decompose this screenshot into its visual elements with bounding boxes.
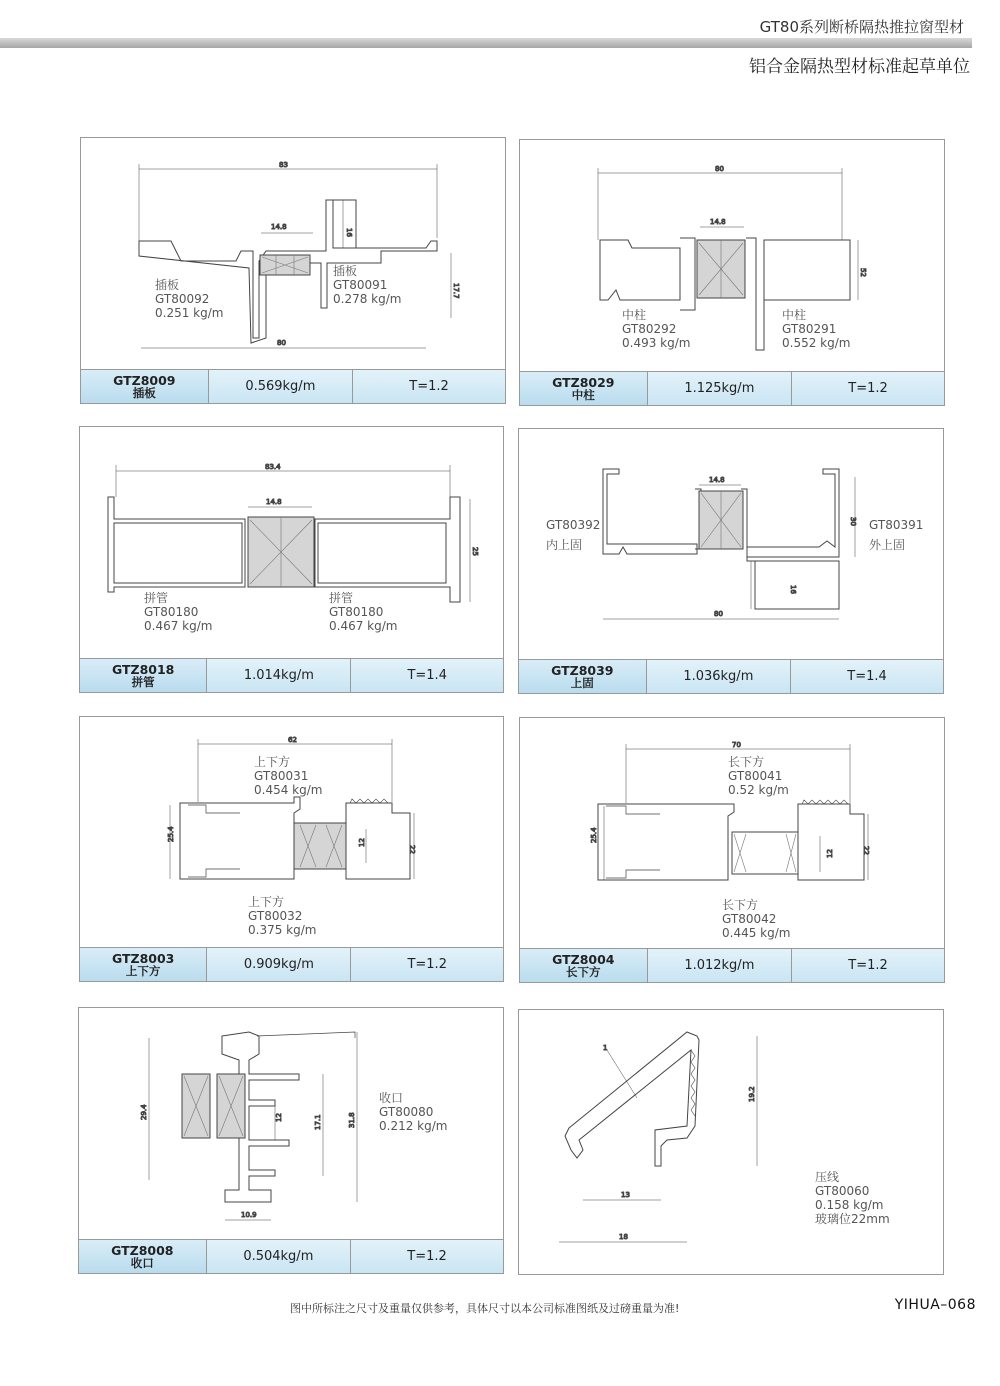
dim-label: 14.8 — [710, 218, 726, 226]
part-weight: 0.493 kg/m — [622, 336, 691, 350]
part-title: 上下方 — [254, 755, 291, 769]
dim-label: 25.4 — [167, 826, 175, 842]
subtitle: 铝合金隔热型材标准起草单位 — [749, 57, 970, 77]
profile-name: 拼管 — [131, 675, 155, 689]
part-weight: 0.467 kg/m — [329, 619, 398, 633]
dim-label: 19.2 — [748, 1086, 756, 1102]
profile-name: 收口 — [130, 1256, 154, 1270]
profile-panel-gtz8008 — [78, 1007, 504, 1274]
spec-row — [520, 371, 944, 405]
profile-code: GTZ8003 — [111, 951, 175, 966]
dim-label: 25 — [471, 547, 479, 556]
profile-weight: 1.014kg/m — [243, 668, 314, 683]
spec-row — [80, 947, 503, 981]
part-number: GT80391 — [869, 518, 924, 532]
profile-weight: 0.504kg/m — [243, 1249, 314, 1264]
part-title: 外上固 — [869, 538, 906, 552]
part-number: GT80180 — [329, 605, 384, 619]
wall-thickness: T=1.2 — [848, 958, 888, 973]
dim-label: 62 — [288, 736, 297, 744]
part-number: GT80180 — [144, 605, 199, 619]
part-title: 压线 — [815, 1170, 840, 1184]
part-weight: 0.251 kg/m — [155, 306, 224, 320]
dim-label: 12 — [275, 1113, 283, 1122]
dim-label: 22 — [862, 846, 870, 855]
spec-row — [520, 948, 944, 982]
profile-drawing — [519, 1010, 943, 1274]
part-title: 收口 — [379, 1091, 404, 1105]
dim-label: 52 — [859, 268, 867, 277]
part-weight: 0.52 kg/m — [728, 783, 789, 797]
profile-name: 上固 — [570, 676, 594, 690]
profile-name: 中柱 — [571, 388, 595, 402]
dim-label: 31.8 — [348, 1112, 356, 1128]
dim-label: 70 — [732, 741, 741, 749]
dim-label: 12 — [358, 838, 366, 847]
spec-row — [80, 658, 503, 692]
part-number: GT80091 — [333, 278, 388, 292]
profile-code: GTZ8029 — [552, 375, 615, 390]
profile-weight: 1.036kg/m — [683, 669, 754, 684]
wall-thickness: T=1.2 — [407, 1249, 447, 1264]
wall-thickness: T=1.4 — [407, 668, 447, 683]
part-number: GT80292 — [622, 322, 677, 336]
part-number: GT80042 — [722, 912, 777, 926]
profile-panel-gtz8039 — [518, 428, 944, 694]
profile-drawing — [520, 140, 944, 372]
profile-name: 插板 — [132, 386, 156, 400]
spec-row — [79, 1239, 503, 1273]
dim-label: 13 — [621, 1191, 630, 1199]
dim-label: 16 — [789, 585, 797, 594]
dim-label: 14.8 — [271, 223, 287, 231]
wall-thickness: T=1.2 — [409, 379, 449, 394]
part-weight: 0.552 kg/m — [782, 336, 851, 350]
dim-label: 80 — [715, 165, 724, 173]
part-number: GT80392 — [546, 518, 601, 532]
wall-thickness: T=1.2 — [407, 957, 447, 972]
part-title: 中柱 — [782, 308, 807, 322]
dim-label: 83 — [279, 161, 288, 169]
part-number: GT80291 — [782, 322, 837, 336]
dim-label: 14.8 — [266, 498, 282, 506]
dim-label: 10.9 — [241, 1211, 257, 1219]
profile-weight: 1.125kg/m — [684, 381, 755, 396]
part-weight: 0.445 kg/m — [722, 926, 791, 940]
part-number: GT80060 — [815, 1184, 870, 1198]
wall-thickness: T=1.2 — [848, 381, 888, 396]
part-number: GT80041 — [728, 769, 783, 783]
part-weight: 0.212 kg/m — [379, 1119, 448, 1133]
part-weight: 0.278 kg/m — [333, 292, 402, 306]
profile-drawing — [81, 138, 505, 370]
part-title: 长下方 — [728, 755, 765, 769]
part-number: GT80080 — [379, 1105, 434, 1119]
part-title: 插板 — [155, 278, 180, 292]
part-title: 拼管 — [144, 591, 169, 605]
part-weight: 0.158 kg/m — [815, 1198, 884, 1212]
dim-label: 17.1 — [314, 1114, 322, 1130]
part-title: 插板 — [333, 264, 358, 278]
wall-thickness: T=1.4 — [847, 669, 887, 684]
page-code: YIHUA–068 — [894, 1297, 976, 1313]
dim-label: 18 — [619, 1233, 628, 1241]
dim-label: 29.4 — [140, 1104, 148, 1120]
profile-panel-gtz8029 — [519, 139, 945, 406]
spec-row — [81, 369, 505, 403]
profile-panel-gtz8009 — [80, 137, 506, 404]
dim-label: 14.8 — [709, 476, 725, 484]
dim-label: 80 — [277, 339, 286, 347]
profile-code: GTZ8039 — [551, 663, 614, 678]
part-weight: 0.454 kg/m — [254, 783, 323, 797]
dim-label: 30 — [849, 517, 857, 526]
spec-row — [519, 659, 943, 693]
glass-position: 玻璃位22mm — [815, 1212, 890, 1226]
profile-panel-gtz8018 — [79, 426, 504, 693]
dim-label: 83.4 — [265, 463, 281, 471]
part-weight: 0.375 kg/m — [248, 923, 317, 937]
profile-panel-gtz8003 — [79, 716, 504, 982]
profile-code: GTZ8008 — [111, 1243, 174, 1258]
part-title: 长下方 — [722, 898, 759, 912]
profile-weight: 0.569kg/m — [245, 379, 316, 394]
part-title: 上下方 — [248, 895, 285, 909]
dim-label: 1 — [603, 1044, 608, 1052]
dim-label: 80 — [714, 610, 723, 618]
part-number: GT80092 — [155, 292, 210, 306]
profile-weight: 1.012kg/m — [684, 958, 755, 973]
profile-code: GTZ8004 — [552, 952, 615, 967]
profile-panel-glazing-bead — [518, 1009, 944, 1275]
profile-name: 上下方 — [125, 964, 161, 978]
part-title: 内上固 — [546, 538, 583, 552]
part-title: 中柱 — [622, 308, 647, 322]
series-title: GT80系列断桥隔热推拉窗型材 — [759, 18, 964, 36]
dim-label: 22 — [408, 845, 416, 854]
header-bar — [0, 38, 972, 48]
profile-code: GTZ8018 — [111, 662, 175, 677]
profile-name: 长下方 — [566, 965, 601, 979]
profile-code: GTZ8009 — [113, 373, 176, 388]
dim-label: 12 — [826, 849, 834, 858]
part-title: 拼管 — [329, 591, 354, 605]
dim-label: 25.4 — [590, 827, 598, 843]
profile-panel-gtz8004 — [519, 717, 945, 983]
part-number: GT80032 — [248, 909, 303, 923]
dim-label: 17.7 — [452, 283, 460, 299]
part-weight: 0.467 kg/m — [144, 619, 213, 633]
dim-label: 16 — [345, 228, 353, 237]
part-number: GT80031 — [254, 769, 309, 783]
footer-note: 图中所标注之尺寸及重量仅供参考，具体尺寸以本公司标准图纸及过磅重量为准! — [290, 1302, 680, 1315]
profile-weight: 0.909kg/m — [243, 957, 314, 972]
